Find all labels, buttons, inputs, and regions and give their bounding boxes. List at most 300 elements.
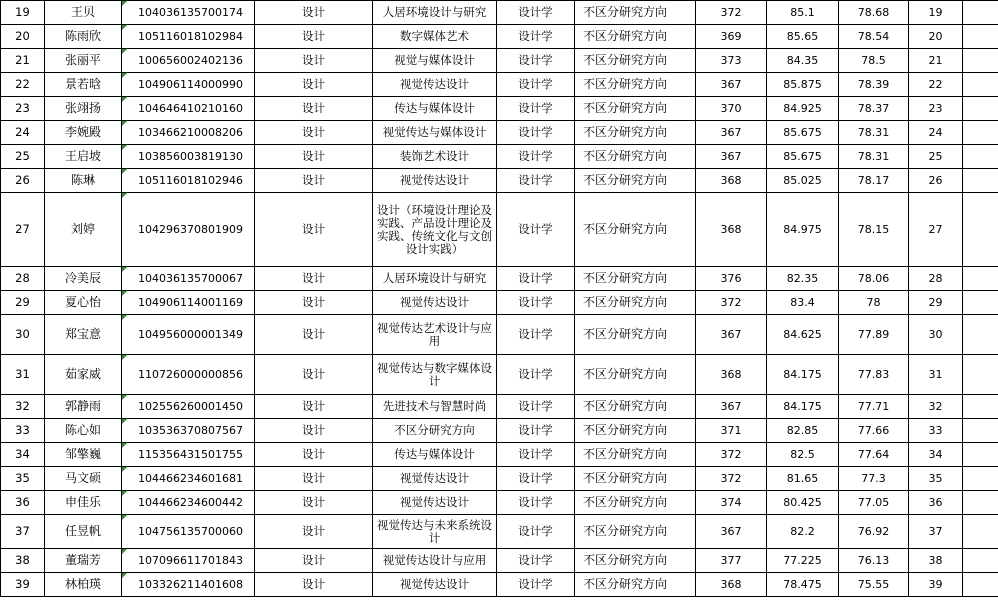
category-cell[interactable]: 设计	[255, 49, 373, 73]
comment-flag-icon	[122, 467, 127, 472]
rank-cell[interactable]: 38	[909, 549, 963, 573]
major-cell[interactable]: 视觉传达设计	[373, 467, 497, 491]
total-score-cell[interactable]: 77.05	[839, 491, 909, 515]
exam-id-cell[interactable]	[122, 1, 255, 25]
discipline-cell[interactable]: 设计学	[497, 97, 575, 121]
category-cell[interactable]: 设计	[255, 491, 373, 515]
exam-id-text: 107096611701843	[138, 554, 243, 567]
category-cell[interactable]: 设计	[255, 145, 373, 169]
retest-score-cell[interactable]: 83.4	[767, 291, 839, 315]
category-cell[interactable]: 设计	[255, 549, 373, 573]
category-cell[interactable]: 设计	[255, 315, 373, 355]
name-cell[interactable]: 申佳乐	[45, 491, 122, 515]
direction-cell[interactable]: 不区分研究方向	[575, 549, 696, 573]
row-number-cell[interactable]: 24	[1, 121, 45, 145]
comment-flag-icon	[122, 73, 127, 78]
note-cell[interactable]	[963, 355, 998, 395]
initial-score-cell[interactable]: 367	[696, 145, 767, 169]
category-cell[interactable]: 设计	[255, 25, 373, 49]
category-cell[interactable]: 设计	[255, 1, 373, 25]
initial-score-cell[interactable]: 367	[696, 121, 767, 145]
table-row	[1, 193, 998, 267]
total-score-cell[interactable]: 78.37	[839, 97, 909, 121]
row-number-cell[interactable]: 38	[1, 549, 45, 573]
initial-score-cell[interactable]: 368	[696, 573, 767, 597]
exam-id-cell[interactable]	[122, 267, 255, 291]
name-cell[interactable]: 林柏瑛	[45, 573, 122, 597]
row-number-cell[interactable]: 19	[1, 1, 45, 25]
exam-id-cell[interactable]	[122, 315, 255, 355]
name-cell[interactable]: 张丽平	[45, 49, 122, 73]
name-cell[interactable]: 景若晗	[45, 73, 122, 97]
direction-cell[interactable]: 不区分研究方向	[575, 515, 696, 549]
rank-cell[interactable]: 39	[909, 573, 963, 597]
initial-score-cell[interactable]: 367	[696, 515, 767, 549]
discipline-cell[interactable]: 设计学	[497, 573, 575, 597]
rank-cell[interactable]: 27	[909, 193, 963, 267]
initial-score-cell[interactable]: 367	[696, 315, 767, 355]
major-cell[interactable]: 设计（环境设计理论及实践、产品设计理论及实践、传统文化与文创设计实践）	[373, 193, 497, 267]
direction-cell[interactable]: 不区分研究方向	[575, 355, 696, 395]
row-number-cell[interactable]: 34	[1, 443, 45, 467]
major-cell[interactable]: 视觉传达设计	[373, 73, 497, 97]
initial-score-cell[interactable]: 372	[696, 291, 767, 315]
rank-cell[interactable]: 21	[909, 49, 963, 73]
discipline-cell[interactable]: 设计学	[497, 25, 575, 49]
initial-score-cell[interactable]: 372	[696, 443, 767, 467]
comment-flag-icon	[122, 25, 127, 30]
direction-cell[interactable]: 不区分研究方向	[575, 491, 696, 515]
retest-score-cell[interactable]: 81.65	[767, 467, 839, 491]
initial-score-cell[interactable]: 369	[696, 25, 767, 49]
category-cell[interactable]: 设计	[255, 97, 373, 121]
name-cell[interactable]: 茹家威	[45, 355, 122, 395]
note-cell[interactable]	[963, 1, 998, 25]
discipline-cell[interactable]: 设计学	[497, 291, 575, 315]
category-cell[interactable]: 设计	[255, 515, 373, 549]
major-cell[interactable]: 视觉传达设计	[373, 169, 497, 193]
retest-score-cell[interactable]: 78.475	[767, 573, 839, 597]
exam-id-text: 104296370801909	[138, 223, 243, 236]
retest-score-cell[interactable]: 82.2	[767, 515, 839, 549]
name-cell[interactable]: 李婉殿	[45, 121, 122, 145]
row-number-cell[interactable]: 21	[1, 49, 45, 73]
major-cell[interactable]: 数字媒体艺术	[373, 25, 497, 49]
exam-id-text: 100656002402136	[138, 54, 243, 67]
exam-id-text: 104906114001169	[138, 296, 243, 309]
exam-id-cell[interactable]	[122, 25, 255, 49]
row-number-cell[interactable]: 32	[1, 395, 45, 419]
comment-flag-icon	[122, 121, 127, 126]
rank-cell[interactable]: 35	[909, 467, 963, 491]
major-cell[interactable]: 视觉传达设计与应用	[373, 549, 497, 573]
category-cell[interactable]: 设计	[255, 267, 373, 291]
exam-id-cell[interactable]	[122, 419, 255, 443]
note-cell[interactable]	[963, 97, 998, 121]
major-cell[interactable]: 视觉传达与媒体设计	[373, 121, 497, 145]
exam-id-cell[interactable]	[122, 573, 255, 597]
rank-cell[interactable]: 22	[909, 73, 963, 97]
discipline-cell[interactable]: 设计学	[497, 419, 575, 443]
category-cell[interactable]: 设计	[255, 73, 373, 97]
retest-score-cell[interactable]: 84.625	[767, 315, 839, 355]
note-cell[interactable]	[963, 443, 998, 467]
table-row	[1, 315, 998, 355]
total-score-cell[interactable]: 78.17	[839, 169, 909, 193]
major-cell[interactable]: 人居环境设计与研究	[373, 1, 497, 25]
rank-cell[interactable]: 20	[909, 25, 963, 49]
name-cell[interactable]: 郭静雨	[45, 395, 122, 419]
row-number-cell[interactable]: 27	[1, 193, 45, 267]
comment-flag-icon	[122, 419, 127, 424]
total-score-cell[interactable]: 78.54	[839, 25, 909, 49]
discipline-cell[interactable]: 设计学	[497, 443, 575, 467]
discipline-cell[interactable]: 设计学	[497, 515, 575, 549]
exam-id-text: 115356431501755	[138, 448, 243, 461]
exam-id-cell[interactable]	[122, 291, 255, 315]
major-cell[interactable]: 不区分研究方向	[373, 419, 497, 443]
retest-score-cell[interactable]: 84.925	[767, 97, 839, 121]
major-cell[interactable]: 视觉传达设计	[373, 491, 497, 515]
total-score-cell[interactable]: 77.89	[839, 315, 909, 355]
total-score-cell[interactable]: 78.39	[839, 73, 909, 97]
direction-cell[interactable]: 不区分研究方向	[575, 49, 696, 73]
major-cell[interactable]: 视觉传达设计	[373, 573, 497, 597]
retest-score-cell[interactable]: 82.5	[767, 443, 839, 467]
exam-id-text: 105116018102946	[138, 174, 243, 187]
note-cell[interactable]	[963, 549, 998, 573]
rank-cell[interactable]: 28	[909, 267, 963, 291]
row-number-cell[interactable]: 33	[1, 419, 45, 443]
category-cell[interactable]: 设计	[255, 573, 373, 597]
retest-score-cell[interactable]: 85.875	[767, 73, 839, 97]
retest-score-cell[interactable]: 84.975	[767, 193, 839, 267]
major-cell[interactable]: 传达与媒体设计	[373, 443, 497, 467]
comment-flag-icon	[122, 395, 127, 400]
category-cell[interactable]: 设计	[255, 193, 373, 267]
retest-score-cell[interactable]: 85.675	[767, 145, 839, 169]
exam-id-text: 103466210008206	[138, 126, 243, 139]
rank-cell[interactable]: 33	[909, 419, 963, 443]
row-number-cell[interactable]: 23	[1, 97, 45, 121]
table-row	[1, 1, 998, 25]
name-cell[interactable]: 王贝	[45, 1, 122, 25]
rank-cell[interactable]: 19	[909, 1, 963, 25]
rank-cell[interactable]: 31	[909, 355, 963, 395]
exam-id-text: 104906114000990	[138, 78, 243, 91]
exam-id-cell[interactable]	[122, 121, 255, 145]
name-cell[interactable]: 马文硕	[45, 467, 122, 491]
comment-flag-icon	[122, 549, 127, 554]
note-cell[interactable]	[963, 573, 998, 597]
name-cell[interactable]: 任昱帆	[45, 515, 122, 549]
initial-score-cell[interactable]: 372	[696, 467, 767, 491]
total-score-cell[interactable]: 78.31	[839, 121, 909, 145]
row-number-cell[interactable]: 25	[1, 145, 45, 169]
exam-id-cell[interactable]	[122, 491, 255, 515]
total-score-cell[interactable]: 76.92	[839, 515, 909, 549]
row-number-cell[interactable]: 29	[1, 291, 45, 315]
comment-flag-icon	[122, 443, 127, 448]
note-cell[interactable]	[963, 267, 998, 291]
category-cell[interactable]: 设计	[255, 443, 373, 467]
name-cell[interactable]: 郑宝意	[45, 315, 122, 355]
major-cell[interactable]: 视觉传达艺术设计与应用	[373, 315, 497, 355]
initial-score-cell[interactable]: 368	[696, 355, 767, 395]
total-score-cell[interactable]: 77.71	[839, 395, 909, 419]
total-score-cell[interactable]: 77.66	[839, 419, 909, 443]
category-cell[interactable]: 设计	[255, 467, 373, 491]
table-row	[1, 443, 998, 467]
initial-score-cell[interactable]: 373	[696, 49, 767, 73]
retest-score-cell[interactable]: 77.225	[767, 549, 839, 573]
exam-id-text: 104646410210160	[138, 102, 243, 115]
discipline-cell[interactable]: 设计学	[497, 395, 575, 419]
initial-score-cell[interactable]: 372	[696, 1, 767, 25]
comment-flag-icon	[122, 291, 127, 296]
total-score-cell[interactable]: 77.83	[839, 355, 909, 395]
rank-cell[interactable]: 30	[909, 315, 963, 355]
comment-flag-icon	[122, 49, 127, 54]
retest-score-cell[interactable]: 85.025	[767, 169, 839, 193]
name-cell[interactable]: 陈琳	[45, 169, 122, 193]
row-number-cell[interactable]: 22	[1, 73, 45, 97]
note-cell[interactable]	[963, 467, 998, 491]
table-row	[1, 145, 998, 169]
comment-flag-icon	[122, 267, 127, 272]
category-cell[interactable]: 设计	[255, 121, 373, 145]
discipline-cell[interactable]: 设计学	[497, 193, 575, 267]
name-cell[interactable]: 陈雨欣	[45, 25, 122, 49]
exam-id-text: 103326211401608	[138, 578, 243, 591]
direction-cell[interactable]: 不区分研究方向	[575, 97, 696, 121]
name-cell[interactable]: 夏心怡	[45, 291, 122, 315]
exam-id-cell[interactable]	[122, 443, 255, 467]
total-score-cell[interactable]: 78.31	[839, 145, 909, 169]
table-row	[1, 25, 998, 49]
discipline-cell[interactable]: 设计学	[497, 1, 575, 25]
name-cell[interactable]: 陈心如	[45, 419, 122, 443]
note-cell[interactable]	[963, 419, 998, 443]
major-cell[interactable]: 装饰艺术设计	[373, 145, 497, 169]
retest-score-cell[interactable]: 85.675	[767, 121, 839, 145]
major-cell[interactable]: 视觉传达与未来系统设计	[373, 515, 497, 549]
direction-cell[interactable]: 不区分研究方向	[575, 193, 696, 267]
direction-cell[interactable]: 不区分研究方向	[575, 1, 696, 25]
retest-score-cell[interactable]: 84.175	[767, 395, 839, 419]
total-score-cell[interactable]: 78.5	[839, 49, 909, 73]
retest-score-cell[interactable]: 85.1	[767, 1, 839, 25]
name-cell[interactable]: 王启坡	[45, 145, 122, 169]
direction-cell[interactable]: 不区分研究方向	[575, 291, 696, 315]
discipline-cell[interactable]: 设计学	[497, 169, 575, 193]
note-cell[interactable]	[963, 291, 998, 315]
rank-cell[interactable]: 32	[909, 395, 963, 419]
table-row	[1, 49, 998, 73]
direction-cell[interactable]: 不区分研究方向	[575, 573, 696, 597]
major-cell[interactable]: 视觉传达与数字媒体设计	[373, 355, 497, 395]
rank-cell[interactable]: 24	[909, 121, 963, 145]
retest-score-cell[interactable]: 84.35	[767, 49, 839, 73]
note-cell[interactable]	[963, 515, 998, 549]
exam-id-text: 104956000001349	[138, 328, 243, 341]
name-cell[interactable]: 邹擎巍	[45, 443, 122, 467]
direction-cell[interactable]: 不区分研究方向	[575, 467, 696, 491]
note-cell[interactable]	[963, 73, 998, 97]
comment-flag-icon	[122, 169, 127, 174]
discipline-cell[interactable]: 设计学	[497, 467, 575, 491]
exam-id-cell[interactable]	[122, 73, 255, 97]
exam-id-cell[interactable]	[122, 97, 255, 121]
exam-id-cell[interactable]	[122, 145, 255, 169]
table-row	[1, 73, 998, 97]
retest-score-cell[interactable]: 80.425	[767, 491, 839, 515]
initial-score-cell[interactable]: 377	[696, 549, 767, 573]
exam-id-cell[interactable]	[122, 549, 255, 573]
table-row	[1, 121, 998, 145]
row-number-cell[interactable]: 36	[1, 491, 45, 515]
rank-cell[interactable]: 34	[909, 443, 963, 467]
exam-id-text: 104466234600442	[138, 496, 243, 509]
major-cell[interactable]: 人居环境设计与研究	[373, 267, 497, 291]
rank-cell[interactable]: 37	[909, 515, 963, 549]
major-cell[interactable]: 先进技术与智慧时尚	[373, 395, 497, 419]
note-cell[interactable]	[963, 169, 998, 193]
name-cell[interactable]: 刘婷	[45, 193, 122, 267]
row-number-cell[interactable]: 31	[1, 355, 45, 395]
row-number-cell[interactable]: 37	[1, 515, 45, 549]
retest-score-cell[interactable]: 85.65	[767, 25, 839, 49]
retest-score-cell[interactable]: 82.35	[767, 267, 839, 291]
major-cell[interactable]: 视觉与媒体设计	[373, 49, 497, 73]
direction-cell[interactable]: 不区分研究方向	[575, 73, 696, 97]
initial-score-cell[interactable]: 368	[696, 193, 767, 267]
direction-cell[interactable]: 不区分研究方向	[575, 25, 696, 49]
note-cell[interactable]	[963, 395, 998, 419]
category-cell[interactable]: 设计	[255, 419, 373, 443]
discipline-cell[interactable]: 设计学	[497, 121, 575, 145]
direction-cell[interactable]: 不区分研究方向	[575, 145, 696, 169]
discipline-cell[interactable]: 设计学	[497, 315, 575, 355]
exam-id-text: 103856003819130	[138, 150, 243, 163]
category-cell[interactable]: 设计	[255, 169, 373, 193]
discipline-cell[interactable]: 设计学	[497, 355, 575, 395]
exam-id-cell[interactable]	[122, 395, 255, 419]
note-cell[interactable]	[963, 25, 998, 49]
comment-flag-icon	[122, 97, 127, 102]
major-cell[interactable]: 视觉传达设计	[373, 291, 497, 315]
table-row	[1, 515, 998, 549]
exam-id-cell[interactable]	[122, 515, 255, 549]
discipline-cell[interactable]: 设计学	[497, 49, 575, 73]
discipline-cell[interactable]: 设计学	[497, 549, 575, 573]
row-number-cell[interactable]: 39	[1, 573, 45, 597]
total-score-cell[interactable]: 76.13	[839, 549, 909, 573]
row-number-cell[interactable]: 28	[1, 267, 45, 291]
note-cell[interactable]	[963, 145, 998, 169]
direction-cell[interactable]: 不区分研究方向	[575, 443, 696, 467]
exam-id-text: 110726000000856	[138, 368, 243, 381]
retest-score-cell[interactable]: 84.175	[767, 355, 839, 395]
table-row	[1, 467, 998, 491]
exam-id-cell[interactable]	[122, 355, 255, 395]
total-score-cell[interactable]: 77.3	[839, 467, 909, 491]
note-cell[interactable]	[963, 49, 998, 73]
rank-cell[interactable]: 26	[909, 169, 963, 193]
direction-cell[interactable]: 不区分研究方向	[575, 169, 696, 193]
direction-cell[interactable]: 不区分研究方向	[575, 315, 696, 355]
exam-id-text: 103536370807567	[138, 424, 243, 437]
name-cell[interactable]: 冷美辰	[45, 267, 122, 291]
category-cell[interactable]: 设计	[255, 291, 373, 315]
table-row	[1, 355, 998, 395]
initial-score-cell[interactable]: 367	[696, 73, 767, 97]
discipline-cell[interactable]: 设计学	[497, 267, 575, 291]
row-number-cell[interactable]: 30	[1, 315, 45, 355]
direction-cell[interactable]: 不区分研究方向	[575, 267, 696, 291]
exam-id-cell[interactable]	[122, 49, 255, 73]
name-cell[interactable]: 董瑞芳	[45, 549, 122, 573]
note-cell[interactable]	[963, 491, 998, 515]
table-row	[1, 169, 998, 193]
exam-id-text: 102556260001450	[138, 400, 243, 413]
total-score-cell[interactable]: 78.68	[839, 1, 909, 25]
total-score-cell[interactable]: 75.55	[839, 573, 909, 597]
comment-flag-icon	[122, 315, 127, 320]
rank-cell[interactable]: 36	[909, 491, 963, 515]
discipline-cell[interactable]: 设计学	[497, 491, 575, 515]
initial-score-cell[interactable]: 367	[696, 395, 767, 419]
note-cell[interactable]	[963, 315, 998, 355]
rank-cell[interactable]: 29	[909, 291, 963, 315]
note-cell[interactable]	[963, 193, 998, 267]
table-row	[1, 491, 998, 515]
exam-id-cell[interactable]	[122, 169, 255, 193]
total-score-cell[interactable]: 78.06	[839, 267, 909, 291]
rank-cell[interactable]: 25	[909, 145, 963, 169]
exam-id-text: 104466234601681	[138, 472, 243, 485]
direction-cell[interactable]: 不区分研究方向	[575, 419, 696, 443]
total-score-cell[interactable]: 78.15	[839, 193, 909, 267]
initial-score-cell[interactable]: 374	[696, 491, 767, 515]
note-cell[interactable]	[963, 121, 998, 145]
comment-flag-icon	[122, 1, 127, 6]
retest-score-cell[interactable]: 82.85	[767, 419, 839, 443]
category-cell[interactable]: 设计	[255, 355, 373, 395]
direction-cell[interactable]: 不区分研究方向	[575, 121, 696, 145]
row-number-cell[interactable]: 35	[1, 467, 45, 491]
initial-score-cell[interactable]: 371	[696, 419, 767, 443]
category-cell[interactable]: 设计	[255, 395, 373, 419]
rank-cell[interactable]: 23	[909, 97, 963, 121]
total-score-cell[interactable]: 78	[839, 291, 909, 315]
name-cell[interactable]: 张翊扬	[45, 97, 122, 121]
major-cell[interactable]: 传达与媒体设计	[373, 97, 497, 121]
initial-score-cell[interactable]: 368	[696, 169, 767, 193]
exam-id-cell[interactable]	[122, 467, 255, 491]
table-row	[1, 267, 998, 291]
discipline-cell[interactable]: 设计学	[497, 73, 575, 97]
total-score-cell[interactable]: 77.64	[839, 443, 909, 467]
initial-score-cell[interactable]: 370	[696, 97, 767, 121]
direction-cell[interactable]: 不区分研究方向	[575, 395, 696, 419]
exam-id-cell[interactable]	[122, 193, 255, 267]
row-number-cell[interactable]: 20	[1, 25, 45, 49]
table-row	[1, 97, 998, 121]
initial-score-cell[interactable]: 376	[696, 267, 767, 291]
row-number-cell[interactable]: 26	[1, 169, 45, 193]
discipline-cell[interactable]: 设计学	[497, 145, 575, 169]
